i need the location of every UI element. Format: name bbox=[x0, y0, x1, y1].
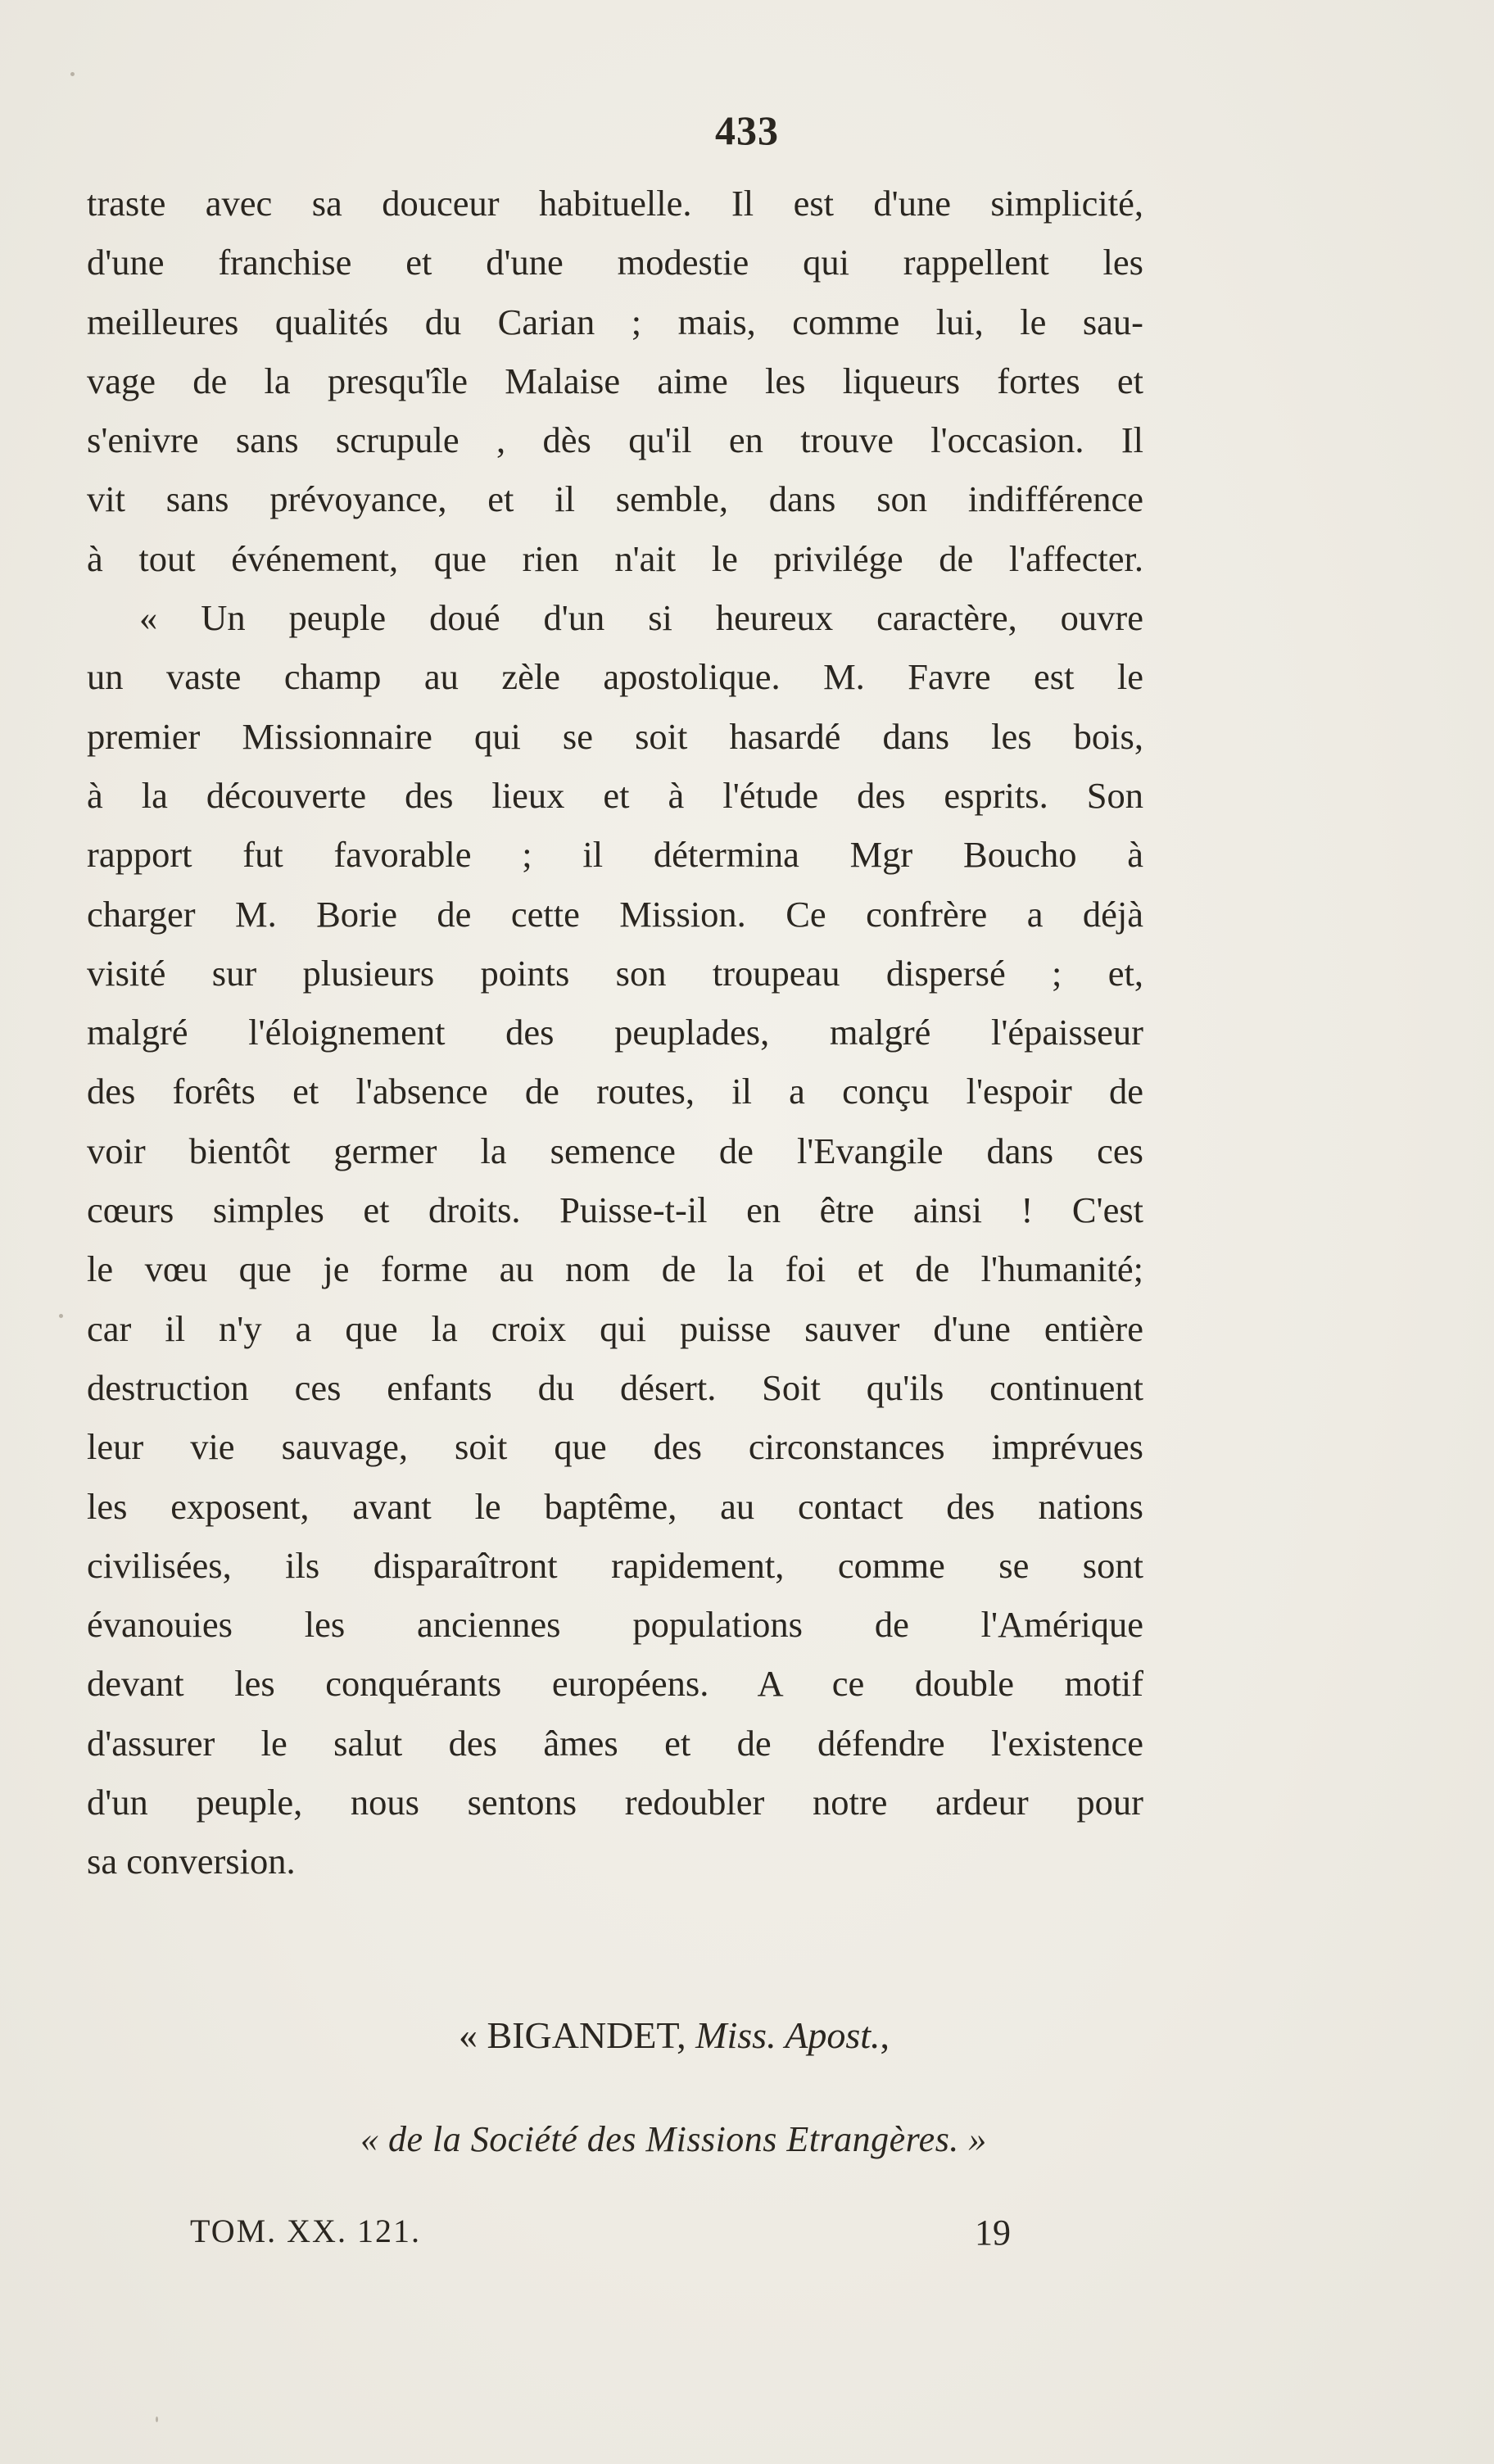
text-line: destruction ces enfants du désert. Soit qu'ils continuent bbox=[87, 1366, 1143, 1408]
text-line: car il n'y a que la croix qui puisse sauver d'une entière bbox=[87, 1307, 1143, 1349]
text-line: traste avec sa douceur habituelle. Il est d'une simplicité, bbox=[87, 183, 1143, 224]
page-number: 433 bbox=[715, 107, 779, 153]
text-line: d'une franchise et d'une modestie qui rappellent les bbox=[87, 242, 1143, 283]
signature-name: « BIGANDET, bbox=[459, 2014, 686, 2056]
text-line: civilisées, ils disparaîtront rapidement, comme se sont bbox=[87, 1544, 1143, 1586]
footer-volume: TOM. XX. 121. bbox=[190, 2213, 421, 2249]
text-line: meilleures qualités du Carian ; mais, comme lui, le sau- bbox=[87, 301, 1143, 342]
signature-suffix: , bbox=[880, 2014, 890, 2056]
text-line: les exposent, avant le baptême, au contact des nations bbox=[87, 1485, 1143, 1527]
body-text bbox=[87, 174, 1143, 1891]
text-line: premier Missionnaire qui se soit hasardé dans les bois, bbox=[87, 715, 1143, 757]
paper-speck bbox=[156, 2416, 158, 2422]
footer-signature-mark: 19 bbox=[975, 2213, 1011, 2253]
text-line: à la découverte des lieux et à l'étude des esprits. Son bbox=[87, 774, 1143, 816]
text-line: le vœu que je forme au nom de la foi et de l'humanité; bbox=[87, 1248, 1143, 1290]
text-line: leur vie sauvage, soit que des circonstances imprévues bbox=[87, 1426, 1143, 1468]
text-line: « Un peuple doué d'un si heureux caractère, ouvre bbox=[139, 597, 1143, 639]
signature-title: Miss. Apost. bbox=[695, 2014, 881, 2056]
text-line: s'enivre sans scrupule , dès qu'il en trouve l'occasion. Il bbox=[87, 419, 1143, 461]
text-line: visité sur plusieurs points son troupeau dispersé ; et, bbox=[87, 952, 1143, 994]
text-line: vit sans prévoyance, et il semble, dans son indifférence bbox=[87, 478, 1143, 520]
paper-speck bbox=[70, 72, 75, 76]
text-line: sa conversion. bbox=[87, 1841, 296, 1882]
text-line: évanouies les anciennes populations de l'Amérique bbox=[87, 1604, 1143, 1646]
text-line: des forêts et l'absence de routes, il a conçu l'espoir de bbox=[87, 1071, 1143, 1112]
text-line: un vaste champ au zèle apostolique. M. Favre est le bbox=[87, 656, 1143, 698]
text-line: voir bientôt germer la semence de l'Evangile dans ces bbox=[87, 1130, 1143, 1171]
text-line: charger M. Borie de cette Mission. Ce confrère a déjà bbox=[87, 893, 1143, 935]
text-line: cœurs simples et droits. Puisse-t-il en être ainsi ! C'est bbox=[87, 1189, 1143, 1231]
text-line: d'un peuple, nous sentons redoubler notre ardeur pour bbox=[87, 1782, 1143, 1823]
text-line: malgré l'éloignement des peuplades, malgré l'épaisseur bbox=[87, 1012, 1143, 1053]
paper-speck bbox=[59, 1314, 63, 1318]
text-line: rapport fut favorable ; il détermina Mgr Boucho à bbox=[87, 834, 1143, 876]
text-line: devant les conquérants européens. A ce double motif bbox=[87, 1663, 1143, 1705]
text-line: vage de la presqu'île Malaise aime les liqueurs fortes et bbox=[87, 360, 1143, 401]
text-line: à tout événement, que rien n'ait le privilége de l'affecter. bbox=[87, 537, 1143, 579]
text-line: d'assurer le salut des âmes et de défendre l'existence bbox=[87, 1722, 1143, 1764]
signature bbox=[459, 2013, 890, 2057]
society-line: « de la Société des Missions Etrangères. » bbox=[360, 2119, 987, 2159]
